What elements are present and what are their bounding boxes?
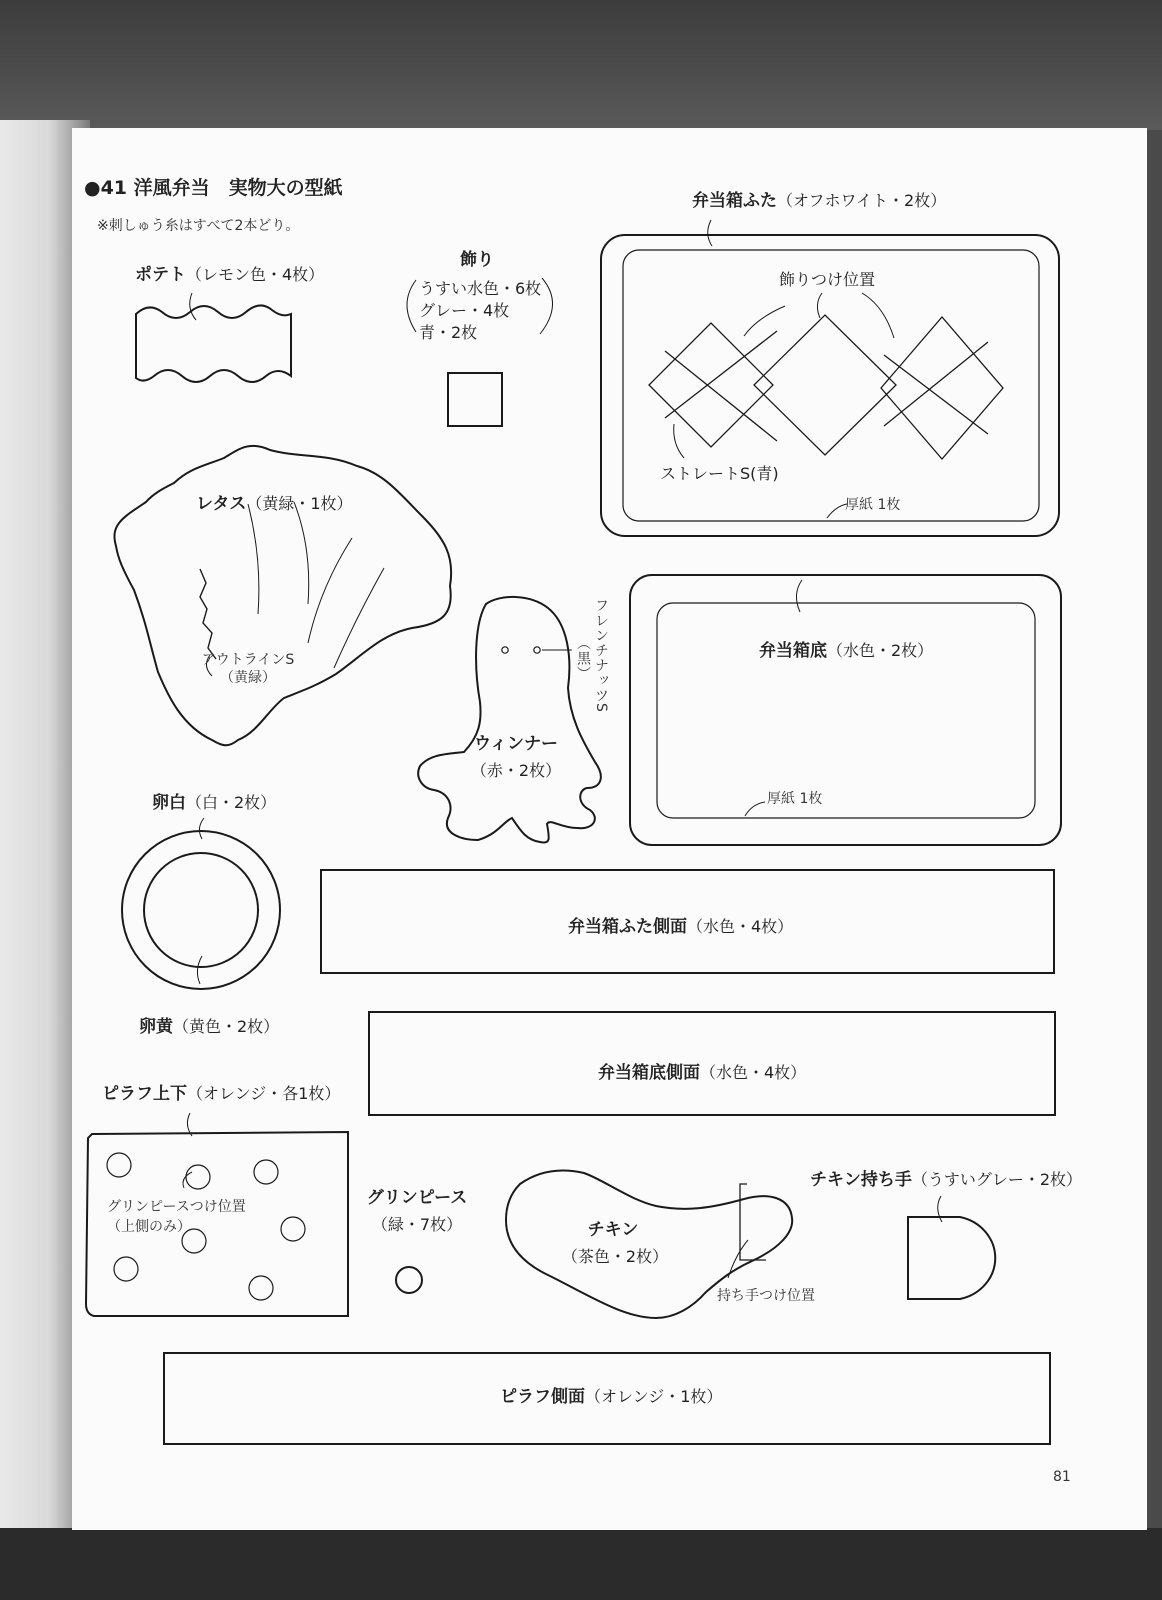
embroidery-note: ※刺しゅう糸はすべて2本どり。 — [97, 218, 300, 234]
lid-name: 弁当箱ふた — [692, 191, 777, 211]
lettuce-detail: （黄緑・1枚） — [246, 494, 353, 513]
chicken-handle-position-label: 持ち手つけ位置 — [717, 1288, 815, 1304]
bottom-side-name: 弁当箱底側面 — [598, 1063, 700, 1083]
egg-white-leader — [199, 818, 204, 839]
egg-white-pattern — [122, 831, 280, 989]
lettuce-label — [196, 494, 353, 514]
lettuce-stitch-color: （黄緑） — [220, 670, 276, 686]
stitch-line-b — [665, 331, 777, 418]
decoration-color-2: グレー・4枚 — [419, 301, 510, 320]
lettuce-stitch-lines — [248, 502, 384, 668]
potato-name: ポテト — [135, 265, 186, 285]
box-bottom-name: 弁当箱底 — [759, 641, 827, 661]
lid-placement-label: 飾りつけ位置 — [779, 270, 876, 289]
stitch-line-c — [884, 355, 988, 434]
pilaf-placement-leader — [183, 1172, 192, 1188]
box-bottom-inner — [657, 603, 1035, 818]
pilaf-placement-label: グリンピースつけ位置 — [107, 1199, 246, 1215]
chicken-handle-pattern — [908, 1217, 995, 1299]
box-bottom-label — [759, 641, 933, 661]
pilaf-side-name: ピラフ側面 — [500, 1387, 585, 1407]
egg-yolk-pattern — [144, 853, 258, 967]
potato-pattern — [136, 305, 291, 382]
stitch-line-a — [665, 351, 777, 441]
wiener-stitch-color: （黒） — [575, 636, 591, 681]
chicken-detail: （茶色・2枚） — [561, 1247, 669, 1266]
wiener-eye-left — [502, 647, 508, 653]
lettuce-pattern — [114, 446, 451, 745]
chicken-name: チキン — [587, 1220, 639, 1240]
pilaf-placement-note: （上側のみ） — [107, 1219, 191, 1235]
wiener-eye-right — [534, 647, 540, 653]
pea-position-3 — [254, 1160, 278, 1184]
lid-label — [692, 191, 946, 211]
lid-cardboard-label: 厚紙 1枚 — [845, 497, 901, 513]
box-bottom-outer — [630, 575, 1061, 845]
pea-position-4 — [281, 1217, 305, 1241]
stitch-line-d — [884, 342, 988, 426]
lid-leader — [708, 220, 712, 246]
lettuce-stitch-label: アウトラインS — [201, 652, 295, 668]
potato-detail: （レモン色・4枚） — [186, 265, 325, 284]
egg-white-label — [152, 793, 276, 813]
decoration-name: 飾り — [460, 250, 494, 270]
scan-background-bottom — [0, 1528, 1162, 1600]
box-bottom-cardboard-label: 厚紙 1枚 — [767, 791, 823, 807]
box-bottom-leader — [796, 580, 802, 612]
lettuce-outline-stitch — [200, 569, 216, 659]
lid-detail: （オフホワイト・2枚） — [777, 191, 947, 210]
peas-name: グリンピース — [366, 1188, 468, 1208]
wiener-stitch-label: フレンチナッツS — [593, 598, 609, 713]
lid-placement-leader-2 — [817, 293, 822, 318]
yolk-label — [139, 1017, 279, 1037]
lid-side-name: 弁当箱ふた側面 — [568, 917, 687, 937]
lid-placement-leader-1 — [744, 306, 785, 336]
pea-position-1 — [107, 1153, 131, 1177]
pea-pattern — [396, 1267, 422, 1293]
egg-yolk-leader — [197, 956, 202, 984]
lid-side-detail: （水色・4枚） — [687, 917, 794, 936]
wiener-name: ウィンナー — [474, 734, 558, 754]
chicken-handle-leader-line — [938, 1196, 942, 1222]
pea-position-7 — [249, 1276, 273, 1300]
chicken-handle-detail: （うすいグレー・2枚） — [911, 1170, 1083, 1189]
box-bottom-cardboard-leader — [745, 802, 765, 816]
bottom-side-detail: （水色・4枚） — [700, 1063, 807, 1082]
page-number: 81 — [1053, 1469, 1071, 1485]
peas-detail: （緑・7枚） — [371, 1215, 463, 1234]
pilaf-side-label — [500, 1387, 722, 1407]
pilaf-name: ピラフ上下 — [102, 1084, 187, 1104]
chicken-handle-name: チキン持ち手 — [810, 1170, 912, 1190]
potato-leader — [190, 293, 196, 320]
lid-placement-leader-3 — [862, 293, 894, 338]
wiener-pattern — [418, 597, 601, 843]
pea-position-2 — [186, 1165, 210, 1189]
lid-cardboard-leader — [827, 504, 847, 518]
potato-label — [135, 265, 324, 285]
scan-background-top — [0, 0, 1162, 130]
pattern-page — [72, 128, 1147, 1530]
pea-position-6 — [114, 1257, 138, 1281]
lid-side-label — [568, 917, 793, 937]
chicken-handle-label — [810, 1170, 1082, 1190]
egg-white-name: 卵白 — [152, 793, 186, 813]
diamond-2 — [754, 315, 896, 455]
page-title: ●41 洋風弁当 実物大の型紙 — [84, 177, 343, 199]
pilaf-side-detail: （オレンジ・1枚） — [585, 1387, 723, 1406]
bottom-side-label — [598, 1063, 806, 1083]
box-bottom-detail: （水色・2枚） — [827, 641, 934, 660]
yolk-name: 卵黄 — [139, 1017, 173, 1037]
decoration-bracket-right — [540, 278, 553, 334]
lid-stitch-leader — [674, 424, 684, 458]
lid-stitch-label: ストレートS(青) — [660, 464, 779, 483]
wiener-detail: （赤・2枚） — [470, 761, 562, 780]
decoration-color-3: 青・2枚 — [419, 323, 478, 342]
decoration-bracket-left — [407, 280, 416, 332]
pilaf-label — [102, 1084, 340, 1104]
decoration-pattern — [448, 373, 502, 426]
lid-diamonds — [649, 315, 1003, 459]
decoration-color-1: うすい水色・6枚 — [419, 279, 542, 298]
pilaf-detail: （オレンジ・各1枚） — [187, 1084, 341, 1103]
lettuce-name: レタス — [196, 494, 247, 514]
pattern-diagram — [72, 128, 1147, 1530]
yolk-detail: （黄色・2枚） — [173, 1017, 280, 1036]
egg-white-detail: （白・2枚） — [186, 793, 277, 812]
diamond-3 — [881, 317, 1003, 459]
